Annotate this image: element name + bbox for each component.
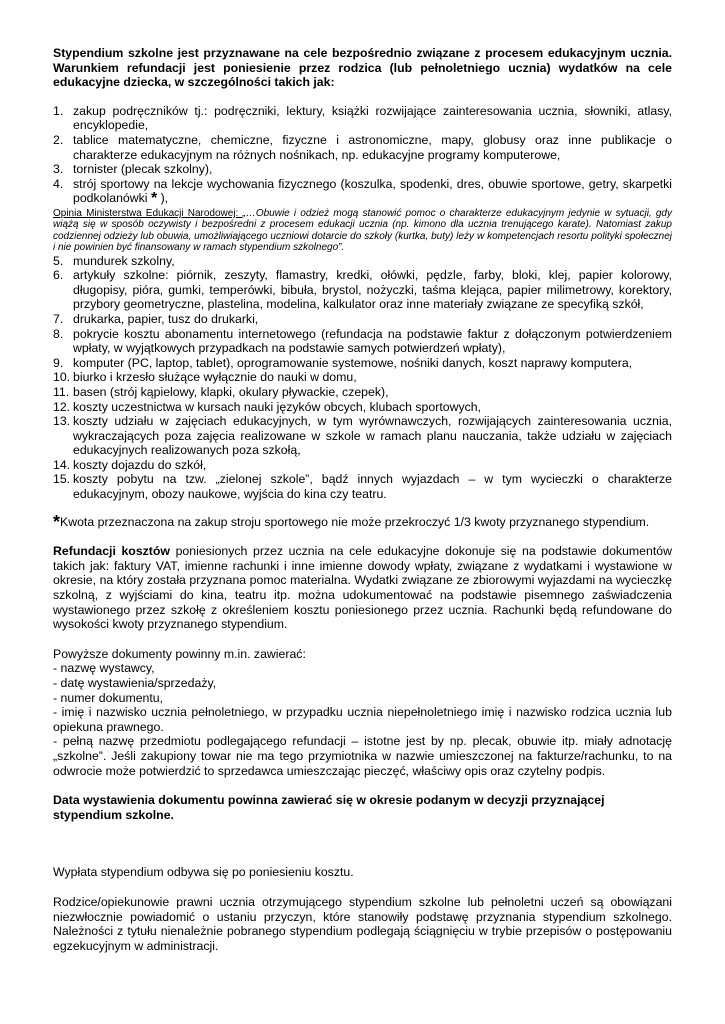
item-text: koszty udziału w zajęciach edukacyjnych, w tym wyrównawczych, rozwijających zainteresowania ucznia, wykraczających poza zajęcia realizowane w szkole w ramach planu nauczania, także udziału w zajęciach edukacyjnych realizowanych poza szkołą, (73, 414, 672, 458)
item-text: komputer (PC, laptop, tablet), oprogramowanie systemowe, nośniki danych, koszt naprawy komputera, (73, 355, 633, 370)
item-number: 10. (53, 370, 71, 385)
item-text: pokrycie kosztu abonamentu internetowego (refundacja na podstawie faktur z dołączonym potwierdzeniem wpłaty, w wyjątkowych przypadkach na podstawie samych potwierdzeń wpłaty), (73, 326, 672, 356)
item-text-tail: ), (157, 191, 169, 206)
refund-text: poniesionych przez ucznia na cele edukacyjne dokonuje się na podstawie dokumentów takich jak: faktury VAT, imienne rachunki i inne imienne dowody wpłaty, związane z wydatkami i wystawione w okresie, na który została przyznana pomoc materialna. Wydatki związane ze zbiorowymi wyjazdami na wycieczkę szkolną, z wyjściami do kina, teatru itp. można udokumentować na podstawie pisemnego zaświadczenia wystawionego przez szkołę z określeniem kosztu poniesionego przez ucznia. Rachunki będą refundowane do wysokości kwoty przyznanego stypendium. (53, 544, 672, 632)
document-requirements (53, 647, 672, 778)
guardians-obligation-paragraph: Rodzice/opiekunowie prawni ucznia otrzymującego stypendium szkolne lub pełnoletni uczeń są obowiązani niezwłocznie powiadomić o ustaniu przyczyn, które stanowiły podstawę przyznania stypendium szkolnego. Należności z tytułu nienależnie pobranego stypendium podlegają ściągnięciu w trybie przepisów o postępowaniu egzekucyjnym w administracji. (53, 894, 672, 953)
item-text: koszty dojazdu do szkół, (73, 457, 207, 472)
list-item (53, 400, 672, 415)
item-text: koszty pobytu na tzw. „zielonej szkole”, bądź innych wyjazdach – w tym wycieczki o charakterze edukacyjnym, obozy naukowe, wyjścia do kina czy teatru. (73, 472, 672, 502)
opinion-reference: Opinia Ministerstwa Edukacji Narodowej: (53, 207, 243, 219)
sportswear-footnote (53, 511, 672, 532)
item-number: 8. (53, 326, 64, 341)
requirements-list (53, 661, 672, 778)
list-item (53, 472, 672, 501)
list-item: - pełną nazwę przedmiotu podlegającego refundacji – istotne jest by np. plecak, obuwie itp. miały adnotację „szkolne”. Jeśli zakupiony towar nie ma tego przymiotnika w nazwie umieszczonej na fakturze/rachunku, to na odwrocie może potwierdzić to sprzedawca umieszczając pieczęć, właściwy opis oraz czytelny podpis. (53, 734, 672, 778)
list-item (53, 414, 672, 458)
item-number: 14. (53, 457, 71, 472)
requirements-heading: Powyższe dokumenty powinny m.in. zawierać: (53, 646, 306, 661)
list-item (53, 370, 672, 385)
item-text: basen (strój kąpielowy, klapki, okulary pływackie, czepek), (73, 384, 389, 399)
intro-paragraph: Stypendium szkolne jest przyznawane na cele bezpośrednio związane z procesem edukacyjnym ucznia. Warunkiem refundacji jest poniesienie przez rodzica (lub pełnoletniego ucznia) wydatków na cele edukacyjne dziecka, w szczególności takich jak: (53, 46, 672, 90)
item-number: 11. (53, 384, 70, 399)
item-text: artykuły szkolne: piórnik, zeszyty, flamastry, kredki, ołówki, pędzle, farby, bloki, klej, papier kolorowy, długopisy, pióra, gumki, temperówki, bibuła, brystol, nożyczki, taśma klejąca, papier milimetrowy, korektory, przybory geometryczne, plastelina, modelina, kalkulator oraz inne materiały związane ze specyfiką szkół, (73, 268, 672, 312)
list-item: - nazwę wystawcy, (53, 661, 155, 676)
item-number: 4. (53, 176, 64, 191)
list-item-sportswear (53, 177, 672, 207)
expense-list-part-2 (53, 254, 672, 502)
refund-paragraph (53, 544, 672, 632)
asterisk-marker: * (53, 511, 61, 532)
item-text: tornister (plecak szkolny), (73, 162, 213, 177)
item-text: zakup podręczników tj.: podręczniki, lektury, książki rozwijające zainteresowania ucznia, słowniki, atlasy, encyklopedie, (73, 103, 672, 133)
list-item (53, 162, 672, 177)
item-number: 9. (53, 355, 64, 370)
footnote-text: Kwota przeznaczona na zakup stroju sportowego nie może przekroczyć 1/3 kwoty przyznanego stypendium. (60, 514, 650, 529)
list-item: - numer dokumentu, (53, 690, 164, 705)
item-number: 1. (53, 103, 64, 118)
item-number: 15. (53, 472, 71, 487)
date-requirement-note: Data wystawienia dokumentu powinna zawierać się w okresie podanym w decyzji przyznającej stypendium szkolne. (53, 793, 605, 822)
list-item: - datę wystawienia/sprzedaży, (53, 676, 217, 690)
list-item (53, 385, 672, 400)
item-text: drukarka, papier, tusz do drukarki, (73, 311, 259, 326)
item-text: mundurek szkolny, (73, 253, 175, 268)
list-item (53, 327, 672, 356)
list-item: - imię i nazwisko ucznia pełnoletniego, w przypadku ucznia niepełnoletniego imię i nazwisko rodzica ucznia lub opiekuna prawnego. (53, 705, 672, 734)
item-number: 6. (53, 268, 64, 283)
list-item (53, 312, 672, 327)
opinion-quote: „…Obuwie i odzież mogą stanowić pomoc o charakterze edukacyjnym jedynie w sytuacji, gdy wiążą się w sposób oczywisty i bezpośredni z procesem edukacji ucznia (np. kimono dla ucznia trenującego karate). Natomiast zakup codziennej odzieży lub obuwia, umożliwiającego uczniowi dotarcie do szkoły (kurtka, buty) leży w kompetencjach resortu polityki społecznej i nie powinien być finansowany w ramach stypendium szkolnego”. (53, 207, 672, 254)
item-number: 3. (53, 162, 64, 177)
list-item (53, 133, 672, 162)
item-text: biurko i krzesło służące wyłącznie do nauki w domu, (73, 370, 357, 385)
asterisk-marker: * (150, 190, 158, 208)
item-number: 13. (53, 414, 71, 429)
list-item (53, 356, 672, 371)
refund-lead: Refundacji kosztów (53, 544, 170, 559)
list-item (53, 268, 672, 312)
ministry-opinion-note (53, 208, 672, 254)
payout-note: Wypłata stypendium odbywa się po poniesieniu kosztu. (53, 865, 354, 880)
list-item (53, 104, 672, 133)
item-number: 12. (53, 399, 71, 414)
item-number: 5. (53, 253, 64, 268)
item-text: strój sportowy na lekcje wychowania fizycznego (koszulka, spodenki, dres, obuwie sportowe, getry, skarpetki podkolanówki (73, 176, 672, 206)
item-number: 7. (53, 311, 64, 326)
document-page (53, 46, 672, 953)
list-item (53, 458, 672, 473)
list-item (53, 254, 672, 269)
expense-list-part-1 (53, 104, 672, 207)
item-text: tablice matematyczne, chemiczne, fizyczne i astronomiczne, mapy, globusy oraz inne publikacje o charakterze edukacyjnym na różnych nośnikach, np. edukacyjne programy komputerowe, (73, 132, 672, 162)
item-number: 2. (53, 132, 64, 147)
item-text: koszty uczestnictwa w kursach nauki języków obcych, klubach sportowych, (73, 399, 482, 414)
